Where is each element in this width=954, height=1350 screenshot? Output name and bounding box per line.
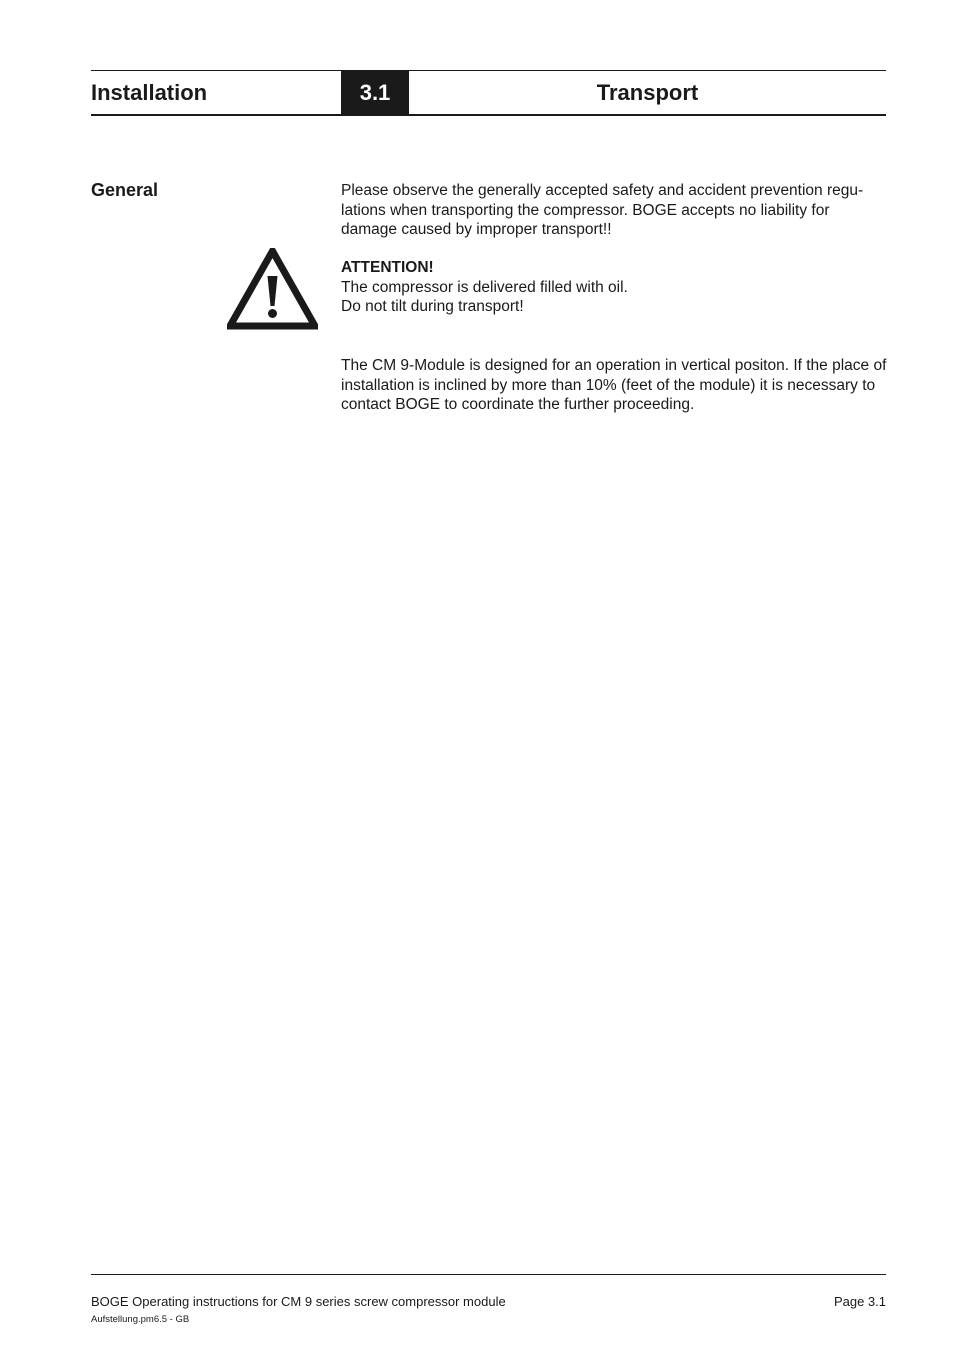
footer-page-number: Page 3.1 bbox=[833, 1294, 886, 1309]
warning-triangle-icon bbox=[227, 248, 318, 330]
attention-title: ATTENTION! bbox=[341, 259, 434, 276]
chapter-title: Installation bbox=[91, 80, 208, 105]
section-title: Transport bbox=[596, 80, 699, 105]
side-heading: General bbox=[91, 180, 159, 200]
header-top-rule bbox=[91, 70, 886, 71]
intro-paragraph: Please observe the generally accepted safety and accident prevention regu-lations when transporting the compressor. BOGE accepts no liability for damage caused by improper transport!! bbox=[341, 182, 864, 238]
orientation-paragraph: The CM 9-Module is designed for an operation in vertical positon. If the place of installation is inclined by more than 10% (feet of the module) it is necessary to contact BOGE to coordinate the further proceeding. bbox=[341, 357, 887, 413]
header-bottom-rule bbox=[91, 114, 886, 116]
attention-line: The compressor is delivered filled with oil. bbox=[341, 278, 628, 296]
footer-rule bbox=[91, 1274, 886, 1275]
attention-line: Do not tilt during transport! bbox=[341, 298, 524, 315]
footer-file-name: Aufstellung.pm6.5 - GB bbox=[91, 1314, 190, 1325]
section-number-badge: 3.1 bbox=[341, 70, 409, 115]
footer-document-title: BOGE Operating instructions for CM 9 series screw compressor module bbox=[91, 1294, 506, 1309]
attention-block bbox=[341, 258, 889, 317]
